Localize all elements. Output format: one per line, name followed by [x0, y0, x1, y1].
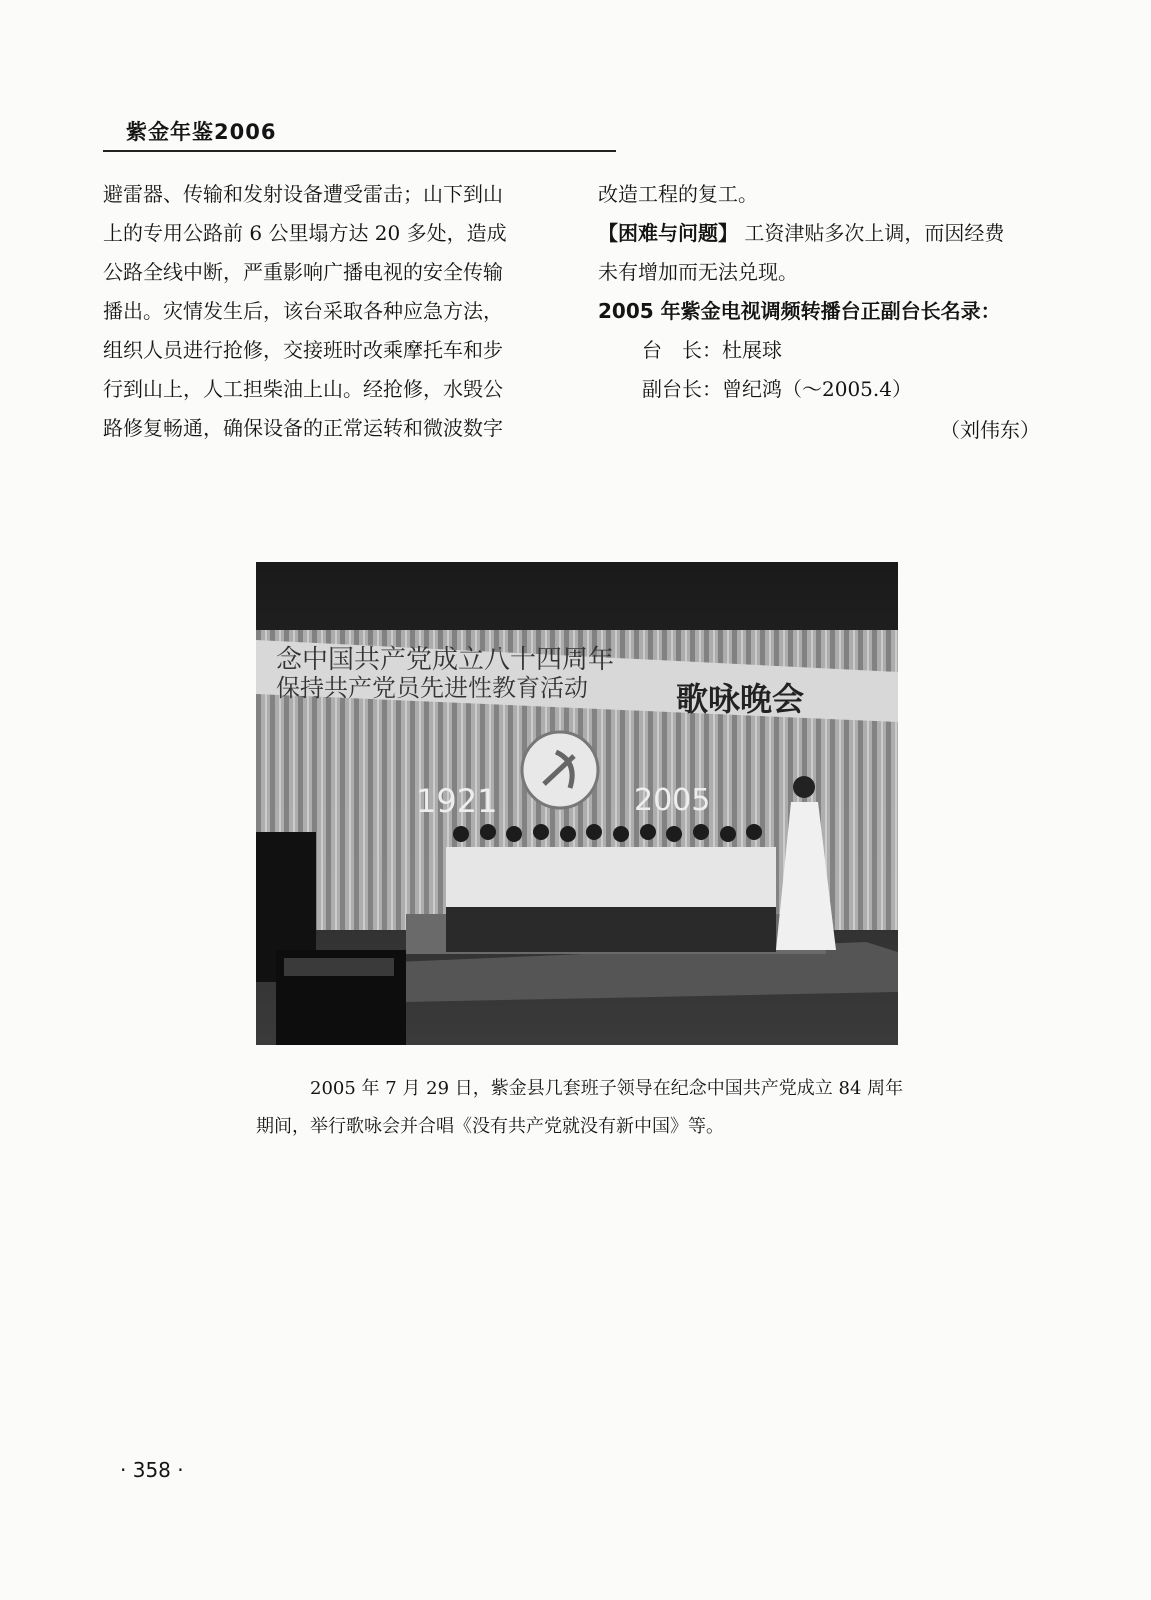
right-column	[598, 175, 1048, 450]
body-line: 上的专用公路前 6 公里塌方达 20 多处，造成	[103, 221, 507, 245]
roster-heading: 2005 年紫金电视调频转播台正副台长名录：	[598, 299, 1001, 323]
continuation-line: 改造工程的复工。	[598, 182, 758, 206]
year-end: 2005	[634, 783, 711, 818]
problems-text: 工资津贴多次上调，而因经费	[744, 221, 1005, 245]
caption-line-2: 期间，举行歌咏会并合唱《没有共产党就没有新中国》等。	[256, 1116, 724, 1137]
roster-entry-deputy	[598, 370, 1048, 409]
body-line: 组织人员进行抢修，交接班时改乘摩托车和步	[103, 338, 503, 362]
problems-paragraph	[598, 214, 1048, 253]
roster-name: ：曾纪鸿（～2005.4）	[702, 377, 912, 401]
banner-title: 歌咏晚会	[676, 680, 805, 718]
photo-caption	[256, 1070, 916, 1146]
left-column	[103, 175, 555, 448]
body-line: 公路全线中断，严重影响广播电视的安全传输	[103, 260, 503, 284]
page-number: · 358 ·	[120, 1458, 184, 1482]
body-line: 路修复畅通，确保设备的正常运转和微波数字	[103, 416, 503, 440]
running-header: 紫金年鉴2006	[126, 120, 277, 144]
banner-line-2: 保持共产党员先进性教育活动	[276, 674, 588, 702]
body-line: 避雷器、传输和发射设备遭受雷击；山下到山	[103, 182, 503, 206]
roster-entry-director	[598, 331, 1048, 370]
roster-name: ：杜展球	[702, 338, 782, 362]
body-line: 行到山上，人工担柴油上山。经抢修，水毁公	[103, 377, 503, 401]
problems-heading: 【困难与问题】	[598, 221, 738, 245]
choir-photo	[256, 562, 898, 1045]
caption-line-1: 2005 年 7 月 29 日，紫金县几套班子领导在纪念中国共产党成立 84 周年	[310, 1078, 904, 1099]
problems-text-continued: 未有增加而无法兑现。	[598, 260, 798, 284]
banner-line-1: 念中国共产党成立八十四周年	[276, 645, 615, 675]
author-credit: （刘伟东）	[940, 418, 1040, 442]
header-rule	[103, 150, 616, 152]
body-line: 播出。灾情发生后，该台采取各种应急方法，	[103, 299, 503, 323]
roster-title: 台 长	[642, 338, 702, 362]
roster-title: 副台长	[642, 377, 702, 401]
year-start: 1921	[416, 782, 498, 820]
